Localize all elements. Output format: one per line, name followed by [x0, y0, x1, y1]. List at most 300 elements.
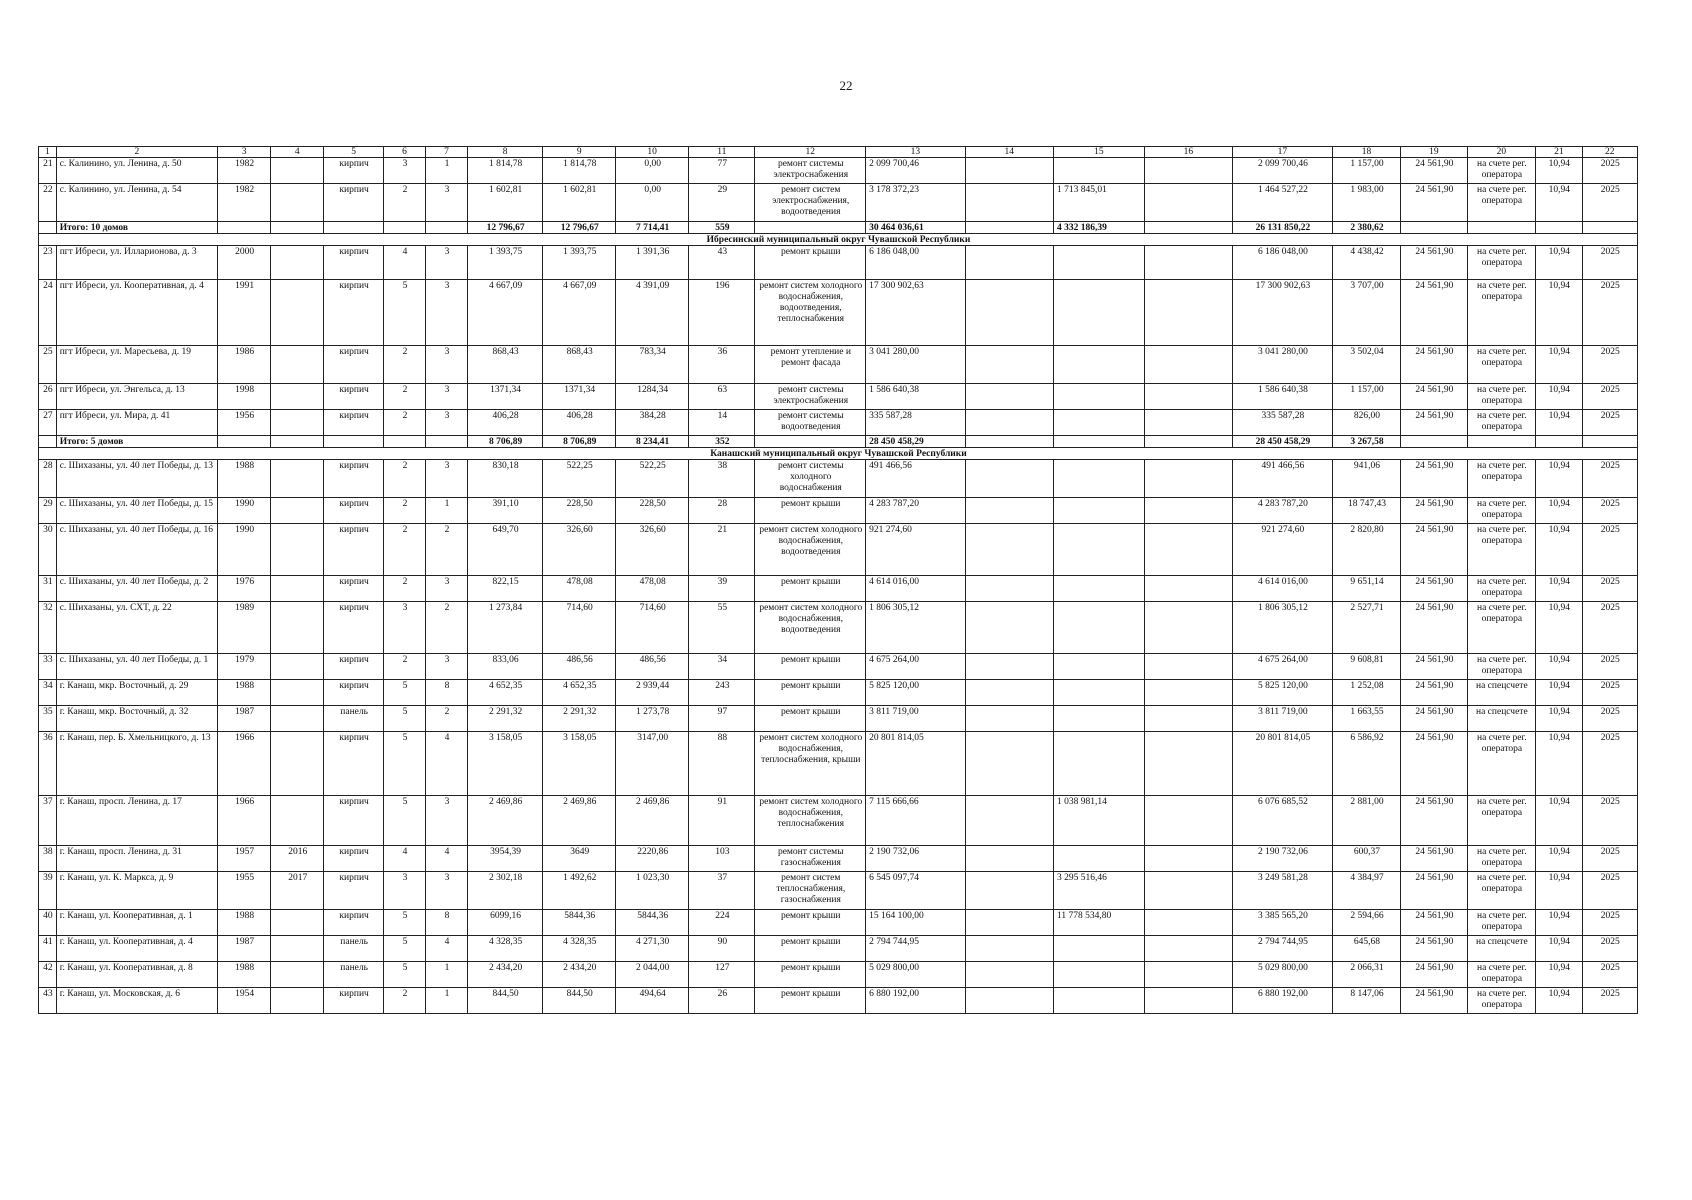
column-number-row: [39, 147, 1638, 158]
table-cell: 1987: [218, 936, 271, 962]
table-cell: 26 131 850,22: [1233, 222, 1333, 234]
table-cell: 2 291,32: [543, 706, 616, 732]
table-cell: 10,94: [1536, 384, 1582, 410]
table-cell: 24 561,90: [1401, 680, 1467, 706]
table-cell: ремонт систем холодного водоснабжения, теплоснабжения, крыши: [755, 732, 866, 796]
table-cell: 3: [426, 654, 468, 680]
table-cell: 2 380,62: [1332, 222, 1401, 234]
table-cell: 2025: [1582, 410, 1637, 436]
table-cell: 10,94: [1536, 158, 1582, 184]
section-title: Ибресинский муниципальный округ Чувашской Республики: [39, 234, 1638, 246]
table-cell: [1144, 576, 1232, 602]
table-cell: г. Канаш, мкр. Восточный, д. 32: [56, 706, 217, 732]
table-cell: 1955: [218, 872, 271, 910]
table-cell: [271, 796, 324, 846]
table-cell: ремонт крыши: [755, 988, 866, 1014]
table-cell: 6 076 685,52: [1233, 796, 1333, 846]
table-cell: [271, 246, 324, 280]
table-cell: с. Шихазаны, ул. 40 лет Победы, д. 13: [56, 460, 217, 498]
table-cell: 600,37: [1332, 846, 1401, 872]
table-cell: 10,94: [1536, 988, 1582, 1014]
table-cell: 30 464 036,61: [866, 222, 966, 234]
table-cell: ремонт системы водоотведения: [755, 410, 866, 436]
table-cell: кирпич: [324, 384, 384, 410]
table-cell: [965, 280, 1053, 346]
table-cell: 127: [689, 962, 755, 988]
table-cell: 4: [426, 846, 468, 872]
table-row: [39, 962, 1638, 988]
table-cell: 491 466,56: [866, 460, 966, 498]
table-cell: кирпич: [324, 872, 384, 910]
table-cell: 2025: [1582, 910, 1637, 936]
table-cell: 4: [383, 246, 425, 280]
table-cell: ремонт крыши: [755, 910, 866, 936]
table-cell: 1 814,78: [543, 158, 616, 184]
table-cell: 335 587,28: [866, 410, 966, 436]
table-cell: [1144, 602, 1232, 654]
table-cell: [1144, 988, 1232, 1014]
section-row: [39, 448, 1638, 460]
table-cell: 17 300 902,63: [1233, 280, 1333, 346]
table-cell: 28: [39, 460, 57, 498]
table-cell: [965, 460, 1053, 498]
table-cell: 1 663,55: [1332, 706, 1401, 732]
table-cell: на счете рег. оператора: [1467, 988, 1536, 1014]
table-cell: 91: [689, 796, 755, 846]
table-cell: на счете рег. оператора: [1467, 280, 1536, 346]
table-cell: [271, 410, 324, 436]
table-cell: г. Канаш, ул. Московская, д. 6: [56, 988, 217, 1014]
table-cell: 406,28: [468, 410, 543, 436]
table-cell: 22: [39, 184, 57, 222]
table-cell: 4: [426, 732, 468, 796]
table-cell: [965, 732, 1053, 796]
table-cell: [965, 498, 1053, 524]
column-number-cell: 6: [383, 147, 425, 158]
table-cell: [1054, 524, 1145, 576]
table-cell: кирпич: [324, 280, 384, 346]
table-cell: 24: [39, 280, 57, 346]
table-cell: 5 825 120,00: [866, 680, 966, 706]
table-cell: кирпич: [324, 654, 384, 680]
table-cell: 326,60: [543, 524, 616, 576]
table-cell: [965, 988, 1053, 1014]
table-cell: 36: [689, 346, 755, 384]
table-cell: 10,94: [1536, 184, 1582, 222]
table-cell: 11 778 534,80: [1054, 910, 1145, 936]
table-cell: 10,94: [1536, 654, 1582, 680]
table-cell: 3: [426, 346, 468, 384]
table-cell: 2025: [1582, 576, 1637, 602]
table-cell: 1 393,75: [543, 246, 616, 280]
table-cell: 24 561,90: [1401, 796, 1467, 846]
table-cell: [1054, 962, 1145, 988]
table-row: [39, 602, 1638, 654]
table-cell: 10,94: [1536, 498, 1582, 524]
table-cell: 649,70: [468, 524, 543, 576]
table-cell: 3: [426, 872, 468, 910]
table-cell: на счете рег. оператора: [1467, 654, 1536, 680]
table-cell: [965, 576, 1053, 602]
table-cell: [1144, 910, 1232, 936]
table-cell: на счете рег. оператора: [1467, 460, 1536, 498]
table-cell: [271, 910, 324, 936]
table-cell: 5 029 800,00: [866, 962, 966, 988]
table-cell: 941,06: [1332, 460, 1401, 498]
table-cell: 2017: [271, 872, 324, 910]
table-cell: 29: [689, 184, 755, 222]
table-cell: [1144, 846, 1232, 872]
table-cell: 90: [689, 936, 755, 962]
table-cell: [1054, 498, 1145, 524]
table-cell: 243: [689, 680, 755, 706]
table-cell: 2 434,20: [468, 962, 543, 988]
table-cell: 2 469,86: [468, 796, 543, 846]
table-cell: [755, 222, 866, 234]
table-cell: 1: [426, 498, 468, 524]
table-cell: [965, 846, 1053, 872]
table-cell: [271, 962, 324, 988]
table-cell: 1 393,75: [468, 246, 543, 280]
table-row: [39, 988, 1638, 1014]
column-number-cell: 12: [755, 147, 866, 158]
table-cell: на счете рег. оператора: [1467, 524, 1536, 576]
table-cell: на счете рег. оператора: [1467, 346, 1536, 384]
table-cell: с. Шихазаны, ул. 40 лет Победы, д. 15: [56, 498, 217, 524]
table-cell: 822,15: [468, 576, 543, 602]
table-cell: 28 450 458,29: [866, 436, 966, 448]
table-cell: 1982: [218, 158, 271, 184]
table-cell: 326,60: [616, 524, 689, 576]
column-number-cell: 7: [426, 147, 468, 158]
table-cell: 486,56: [543, 654, 616, 680]
column-number-cell: 8: [468, 147, 543, 158]
table-cell: 33: [39, 654, 57, 680]
table-cell: [1144, 706, 1232, 732]
table-cell: 10,94: [1536, 680, 1582, 706]
table-cell: 38: [689, 460, 755, 498]
table-cell: 1 023,30: [616, 872, 689, 910]
table-cell: 10,94: [1536, 576, 1582, 602]
table-cell: 4 438,42: [1332, 246, 1401, 280]
table-cell: 5844,36: [616, 910, 689, 936]
table-cell: 1 602,81: [468, 184, 543, 222]
table-cell: ремонт системы холодного водоснабжения: [755, 460, 866, 498]
table-cell: 1998: [218, 384, 271, 410]
table-cell: 6 186 048,00: [1233, 246, 1333, 280]
table-cell: 1976: [218, 576, 271, 602]
table-cell: на счете рег. оператора: [1467, 158, 1536, 184]
column-number-cell: 16: [1144, 147, 1232, 158]
table-cell: с. Калинино, ул. Ленина, д. 54: [56, 184, 217, 222]
table-cell: 9 608,81: [1332, 654, 1401, 680]
table-cell: [271, 346, 324, 384]
table-cell: кирпич: [324, 246, 384, 280]
table-cell: 24 561,90: [1401, 184, 1467, 222]
table-cell: 2 469,86: [616, 796, 689, 846]
table-cell: [271, 384, 324, 410]
table-cell: панель: [324, 936, 384, 962]
table-cell: панель: [324, 706, 384, 732]
table-cell: [1467, 436, 1536, 448]
table-cell: [1582, 222, 1637, 234]
table-cell: 43: [689, 246, 755, 280]
table-cell: 2: [383, 184, 425, 222]
column-number-cell: 2: [56, 147, 217, 158]
table-cell: г. Канаш, ул. Кооперативная, д. 1: [56, 910, 217, 936]
table-cell: [965, 962, 1053, 988]
table-cell: 1 273,78: [616, 706, 689, 732]
table-row: [39, 846, 1638, 872]
table-cell: 6 186 048,00: [866, 246, 966, 280]
table-cell: [1054, 846, 1145, 872]
table-cell: 1988: [218, 680, 271, 706]
column-number-cell: 14: [965, 147, 1053, 158]
table-cell: панель: [324, 962, 384, 988]
table-cell: на счете рег. оператора: [1467, 962, 1536, 988]
table-cell: 2025: [1582, 936, 1637, 962]
table-cell: 1: [426, 988, 468, 1014]
table-cell: [1401, 436, 1467, 448]
table-cell: [1144, 222, 1232, 234]
table-cell: 15 164 100,00: [866, 910, 966, 936]
table-cell: 2025: [1582, 460, 1637, 498]
table-cell: 830,18: [468, 460, 543, 498]
table-cell: на счете рег. оператора: [1467, 246, 1536, 280]
table-cell: 224: [689, 910, 755, 936]
table-cell: 2: [383, 346, 425, 384]
table-cell: 20 801 814,05: [1233, 732, 1333, 796]
table-cell: 2: [383, 654, 425, 680]
table-cell: 1 713 845,01: [1054, 184, 1145, 222]
table-cell: 2 099 700,46: [866, 158, 966, 184]
table-cell: 36: [39, 732, 57, 796]
table-cell: на счете рег. оператора: [1467, 184, 1536, 222]
column-number-cell: 3: [218, 147, 271, 158]
table-cell: [1144, 246, 1232, 280]
table-cell: 522,25: [543, 460, 616, 498]
table-body: [39, 147, 1638, 1014]
table-cell: ремонт крыши: [755, 962, 866, 988]
table-cell: 714,60: [543, 602, 616, 654]
table-cell: 4 283 787,20: [866, 498, 966, 524]
table-cell: кирпич: [324, 346, 384, 384]
table-cell: 4 652,35: [543, 680, 616, 706]
table-cell: [1054, 732, 1145, 796]
table-cell: 10,94: [1536, 936, 1582, 962]
table-cell: 1966: [218, 796, 271, 846]
table-cell: [965, 872, 1053, 910]
table-row: [39, 680, 1638, 706]
table-cell: [271, 706, 324, 732]
table-cell: Итого: 10 домов: [56, 222, 217, 234]
table-cell: 26: [39, 384, 57, 410]
table-cell: ремонт систем холодного водоснабжения, теплоснабжения: [755, 796, 866, 846]
table-cell: с. Шихазаны, ул. 40 лет Победы, д. 16: [56, 524, 217, 576]
table-cell: 1988: [218, 962, 271, 988]
table-cell: 10,94: [1536, 460, 1582, 498]
table-cell: 1987: [218, 706, 271, 732]
table-cell: [1467, 222, 1536, 234]
table-cell: [1144, 654, 1232, 680]
table-cell: [218, 436, 271, 448]
table-cell: кирпич: [324, 576, 384, 602]
table-cell: 28: [689, 498, 755, 524]
table-cell: 2 302,18: [468, 872, 543, 910]
table-cell: [1054, 436, 1145, 448]
table-cell: на счете рег. оператора: [1467, 910, 1536, 936]
table-cell: [1144, 280, 1232, 346]
table-cell: 2025: [1582, 246, 1637, 280]
table-cell: [271, 280, 324, 346]
table-row: [39, 246, 1638, 280]
table-cell: [383, 436, 425, 448]
table-cell: 3: [383, 602, 425, 654]
table-cell: 26: [689, 988, 755, 1014]
table-cell: с. Шихазаны, ул. СХТ, д. 22: [56, 602, 217, 654]
table-cell: [1144, 498, 1232, 524]
table-cell: 24 561,90: [1401, 246, 1467, 280]
table-cell: 2025: [1582, 706, 1637, 732]
table-cell: [1054, 384, 1145, 410]
table-cell: 3 041 280,00: [1233, 346, 1333, 384]
table-cell: 3 385 565,20: [1233, 910, 1333, 936]
table-cell: 37: [689, 872, 755, 910]
table-cell: 1979: [218, 654, 271, 680]
table-cell: 196: [689, 280, 755, 346]
table-cell: 2: [426, 602, 468, 654]
table-cell: пгт Ибреси, ул. Энгельса, д. 13: [56, 384, 217, 410]
table-cell: [271, 732, 324, 796]
table-cell: [965, 654, 1053, 680]
table-cell: 63: [689, 384, 755, 410]
table-cell: 2 939,44: [616, 680, 689, 706]
table-cell: на счете рег. оператора: [1467, 846, 1536, 872]
table-cell: 2 291,32: [468, 706, 543, 732]
table-cell: г. Канаш, ул. Кооперативная, д. 4: [56, 936, 217, 962]
table-cell: ремонт системы электроснабжения: [755, 158, 866, 184]
table-cell: Итого: 5 домов: [56, 436, 217, 448]
table-cell: [271, 988, 324, 1014]
table-row: [39, 524, 1638, 576]
table-cell: на счете рег. оператора: [1467, 410, 1536, 436]
table-cell: 228,50: [616, 498, 689, 524]
table-cell: 826,00: [1332, 410, 1401, 436]
table-cell: 2025: [1582, 280, 1637, 346]
table-cell: [1144, 346, 1232, 384]
table-cell: пгт Ибреси, ул. Кооперативная, д. 4: [56, 280, 217, 346]
table-row: [39, 498, 1638, 524]
table-cell: 228,50: [543, 498, 616, 524]
register-table-container: [38, 146, 1638, 1014]
table-cell: 1 038 981,14: [1054, 796, 1145, 846]
table-cell: [1144, 384, 1232, 410]
table-cell: кирпич: [324, 796, 384, 846]
table-cell: 3: [426, 280, 468, 346]
table-cell: 24 561,90: [1401, 158, 1467, 184]
table-cell: 24 561,90: [1401, 498, 1467, 524]
table-cell: 2 794 744,95: [1233, 936, 1333, 962]
table-cell: 6 586,92: [1332, 732, 1401, 796]
table-cell: кирпич: [324, 602, 384, 654]
table-cell: 7 714,41: [616, 222, 689, 234]
table-cell: 24 561,90: [1401, 846, 1467, 872]
table-cell: ремонт систем холодного водоснабжения, водоотведения: [755, 524, 866, 576]
table-cell: 2025: [1582, 602, 1637, 654]
table-cell: 39: [39, 872, 57, 910]
column-number-cell: 9: [543, 147, 616, 158]
table-row: [39, 460, 1638, 498]
table-cell: 833,06: [468, 654, 543, 680]
table-cell: 2025: [1582, 962, 1637, 988]
table-cell: кирпич: [324, 524, 384, 576]
table-cell: на счете рег. оператора: [1467, 576, 1536, 602]
table-cell: 494,64: [616, 988, 689, 1014]
table-cell: 4 391,09: [616, 280, 689, 346]
table-cell: 4 652,35: [468, 680, 543, 706]
table-cell: 24 561,90: [1401, 988, 1467, 1014]
table-cell: 1956: [218, 410, 271, 436]
table-cell: [1582, 436, 1637, 448]
table-cell: 24 561,90: [1401, 654, 1467, 680]
table-cell: 9 651,14: [1332, 576, 1401, 602]
table-cell: 23: [39, 246, 57, 280]
table-cell: 4 614 016,00: [1233, 576, 1333, 602]
table-cell: [39, 222, 57, 234]
table-cell: 103: [689, 846, 755, 872]
table-cell: 10,94: [1536, 732, 1582, 796]
table-cell: 37: [39, 796, 57, 846]
table-cell: [1144, 962, 1232, 988]
table-cell: 3: [383, 872, 425, 910]
table-cell: [1054, 602, 1145, 654]
table-cell: ремонт системы электроснабжения: [755, 384, 866, 410]
table-row: [39, 410, 1638, 436]
table-cell: кирпич: [324, 184, 384, 222]
table-cell: кирпич: [324, 498, 384, 524]
table-cell: 868,43: [468, 346, 543, 384]
table-row: [39, 796, 1638, 846]
table-cell: 2: [383, 384, 425, 410]
table-cell: 2220,86: [616, 846, 689, 872]
total-row: [39, 222, 1638, 234]
table-cell: 2025: [1582, 732, 1637, 796]
table-cell: г. Канаш, просп. Ленина, д. 31: [56, 846, 217, 872]
table-cell: [271, 602, 324, 654]
table-cell: с. Шихазаны, ул. 40 лет Победы, д. 1: [56, 654, 217, 680]
table-cell: 3 158,05: [543, 732, 616, 796]
table-cell: 1990: [218, 498, 271, 524]
table-cell: [1054, 936, 1145, 962]
table-cell: 3 158,05: [468, 732, 543, 796]
table-cell: 3: [426, 460, 468, 498]
table-cell: 0,00: [616, 158, 689, 184]
table-cell: на счете рег. оператора: [1467, 498, 1536, 524]
table-cell: 2025: [1582, 524, 1637, 576]
table-cell: 2: [426, 706, 468, 732]
table-cell: 1 586 640,38: [1233, 384, 1333, 410]
table-cell: 10,94: [1536, 602, 1582, 654]
table-cell: 645,68: [1332, 936, 1401, 962]
table-cell: 10,94: [1536, 346, 1582, 384]
table-cell: г. Канаш, ул. К. Маркса, д. 9: [56, 872, 217, 910]
table-cell: 1371,34: [543, 384, 616, 410]
table-cell: на спецсчете: [1467, 680, 1536, 706]
table-cell: 24 561,90: [1401, 524, 1467, 576]
table-cell: 1957: [218, 846, 271, 872]
table-cell: 10,94: [1536, 846, 1582, 872]
table-cell: ремонт крыши: [755, 706, 866, 732]
